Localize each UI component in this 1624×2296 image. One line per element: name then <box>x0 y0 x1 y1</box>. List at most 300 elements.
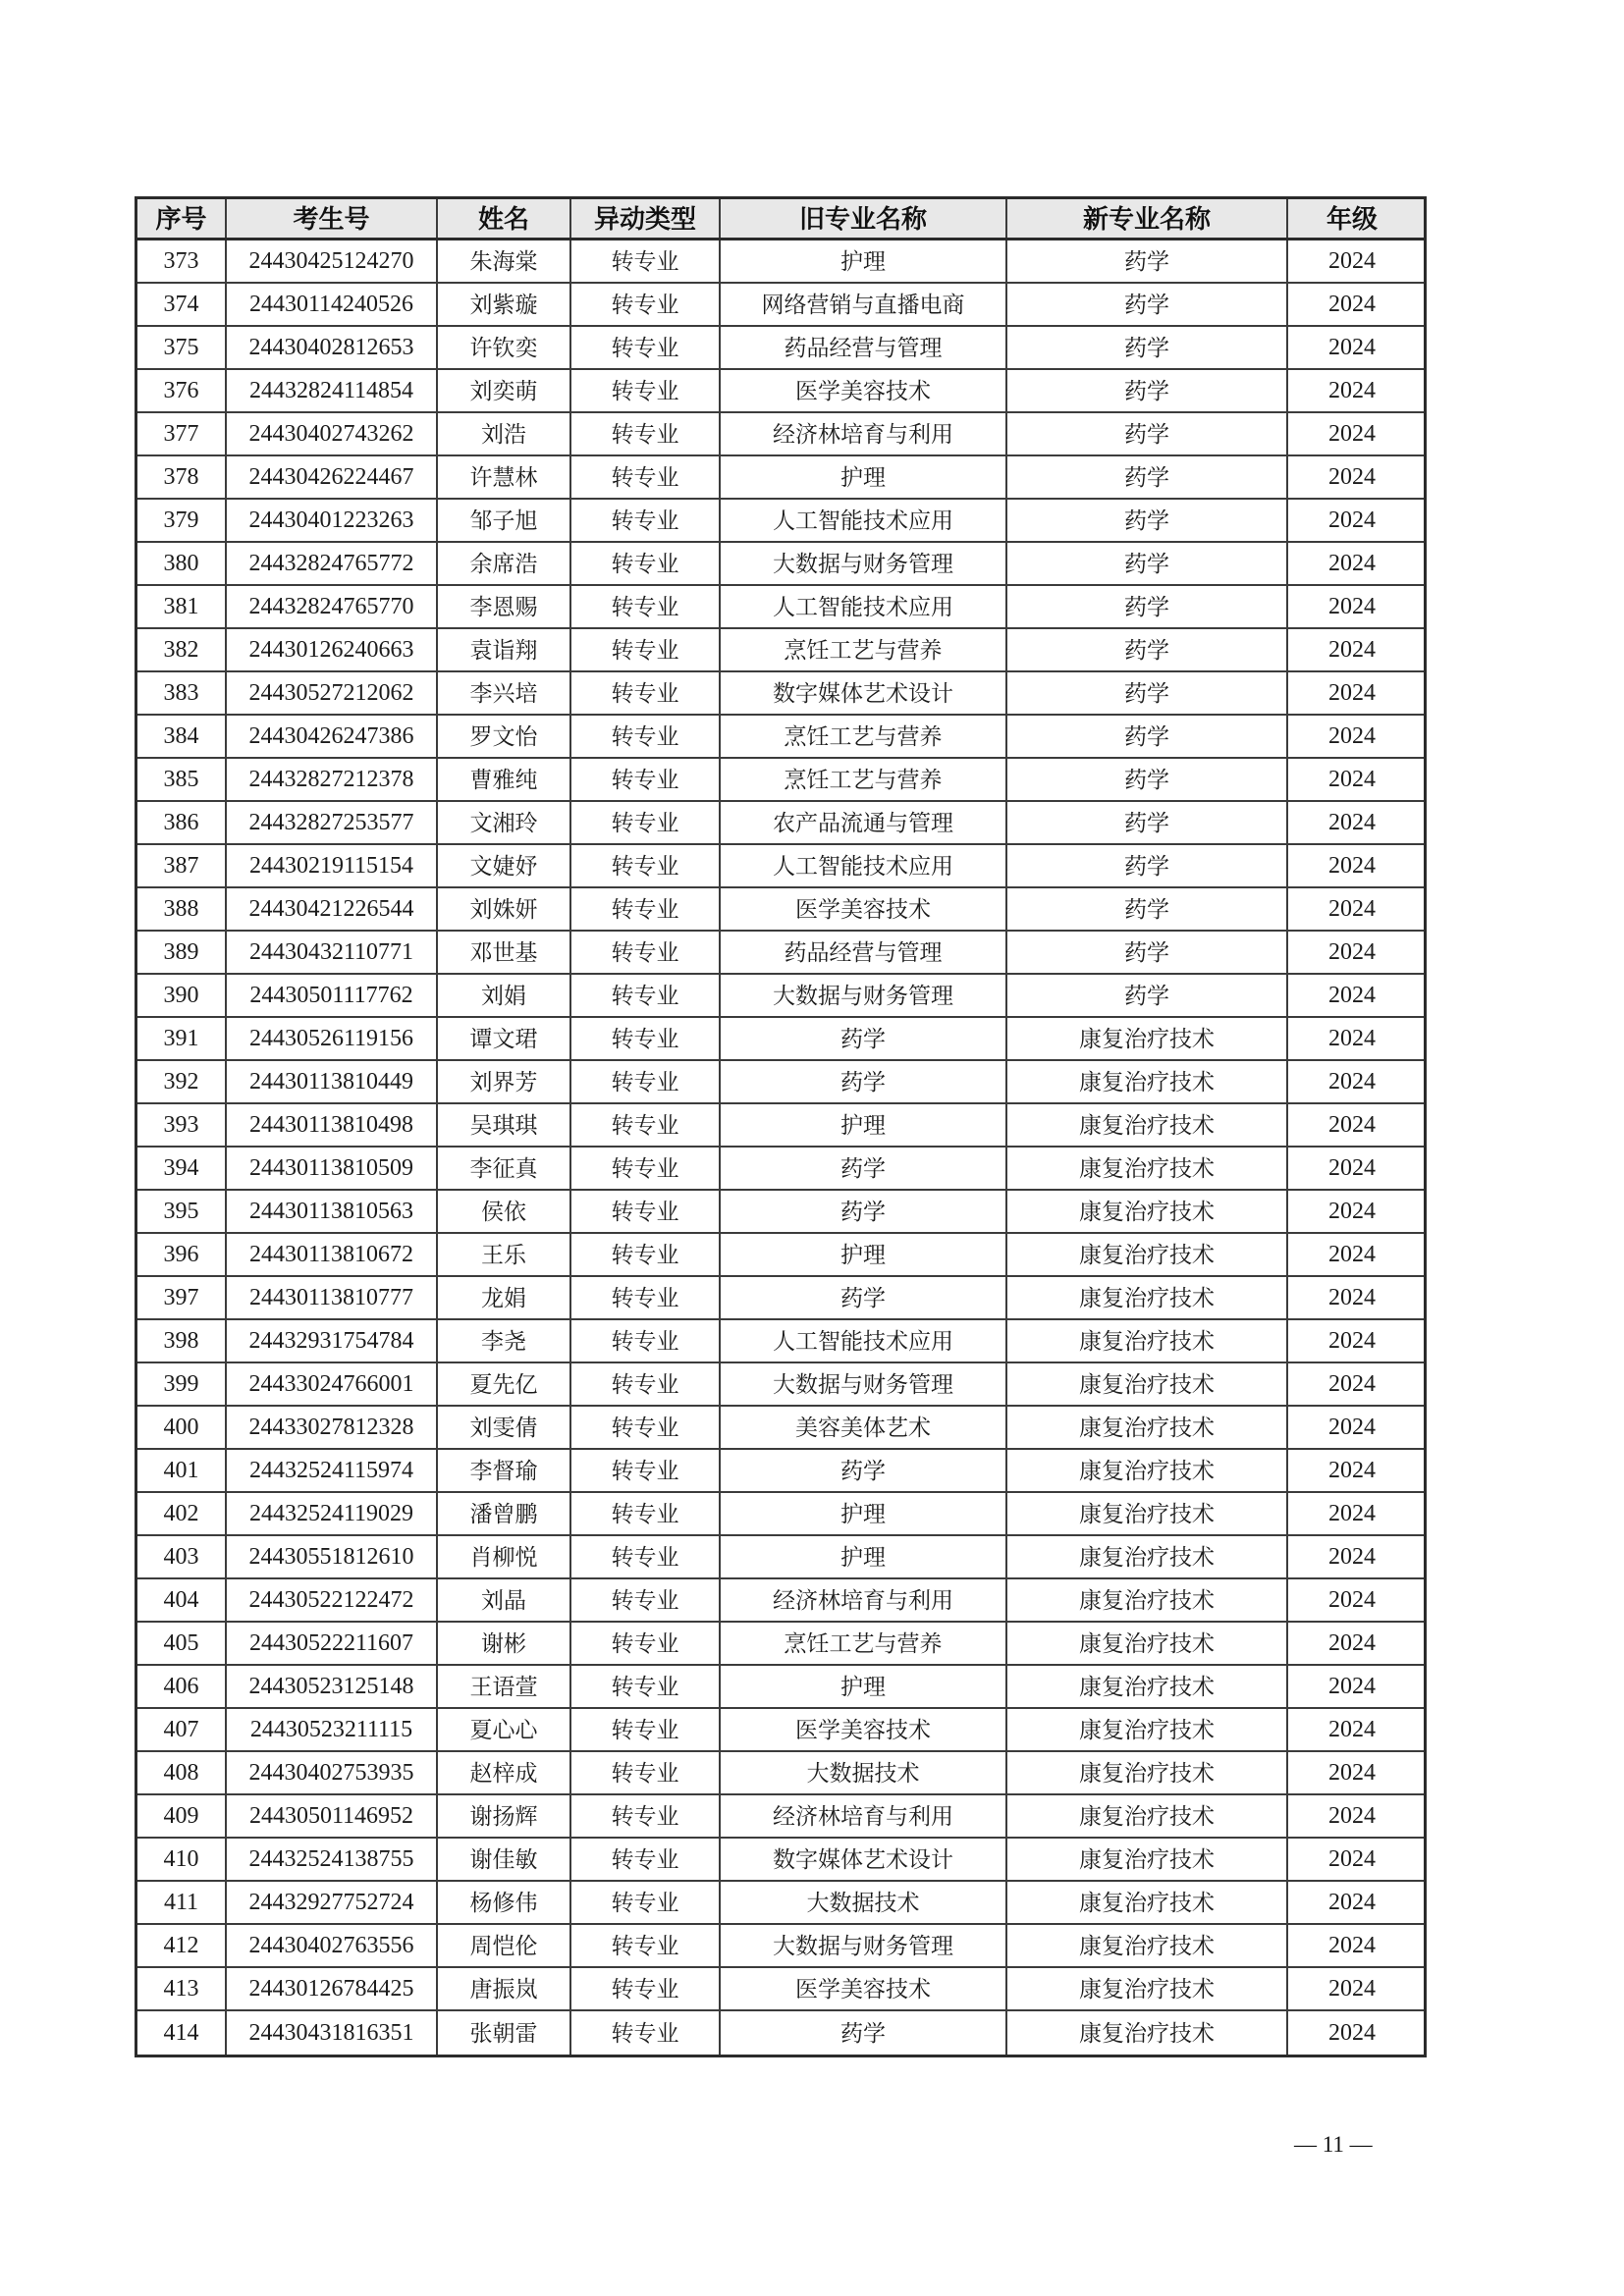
cell-change-type: 转专业 <box>571 1407 721 1448</box>
cell-change-type: 转专业 <box>571 1104 721 1146</box>
table-row <box>137 1666 1424 1709</box>
cell-seq: 383 <box>137 672 227 714</box>
cell-change-type: 转专业 <box>571 1666 721 1707</box>
cell-name: 李兴培 <box>438 672 571 714</box>
cell-old-major: 人工智能技术应用 <box>721 1320 1007 1362</box>
cell-seq: 402 <box>137 1493 227 1534</box>
cell-seq: 380 <box>137 543 227 584</box>
cell-grade: 2024 <box>1328 1630 1376 1656</box>
cell-name: 周恺伦 <box>438 1925 571 1966</box>
cell-grade: 2024 <box>1328 637 1376 663</box>
cell-old-major: 药学 <box>721 1061 1007 1102</box>
cell-name: 谢佳敏 <box>438 1839 571 1880</box>
table-row <box>137 1148 1424 1191</box>
cell-exam-no: 24432524115974 <box>227 1450 438 1491</box>
cell-new-major: 康复治疗技术 <box>1007 1925 1288 1966</box>
cell-old-major: 大数据技术 <box>721 1882 1007 1923</box>
cell-grade: 2024 <box>1328 810 1376 835</box>
cell-new-major: 康复治疗技术 <box>1007 1709 1288 1750</box>
table-row <box>137 802 1424 845</box>
cell-new-major: 康复治疗技术 <box>1007 1795 1288 1837</box>
cell-change-type: 转专业 <box>571 1320 721 1362</box>
cell-old-major: 药学 <box>721 1191 1007 1232</box>
table-row <box>137 240 1424 284</box>
cell-change-type: 转专业 <box>571 2011 721 2055</box>
cell-grade: 2024 <box>1328 767 1376 792</box>
table-row <box>137 716 1424 759</box>
cell-old-major: 网络营销与直播电商 <box>721 284 1007 325</box>
cell-new-major: 康复治疗技术 <box>1007 1407 1288 1448</box>
cell-seq: 399 <box>137 1363 227 1405</box>
cell-grade: 2024 <box>1328 1976 1376 2002</box>
cell-name: 谢彬 <box>438 1623 571 1664</box>
cell-change-type: 转专业 <box>571 932 721 973</box>
cell-grade: 2024 <box>1328 680 1376 706</box>
cell-old-major: 大数据与财务管理 <box>721 543 1007 584</box>
cell-old-major: 经济林培育与利用 <box>721 413 1007 454</box>
cell-change-type: 转专业 <box>571 1709 721 1750</box>
cell-exam-no: 24430126240663 <box>227 629 438 670</box>
cell-seq: 406 <box>137 1666 227 1707</box>
cell-grade: 2024 <box>1328 464 1376 490</box>
cell-old-major: 大数据技术 <box>721 1752 1007 1793</box>
cell-exam-no: 24430522211607 <box>227 1623 438 1664</box>
cell-grade: 2024 <box>1328 507 1376 533</box>
cell-new-major: 康复治疗技术 <box>1007 1493 1288 1534</box>
cell-grade: 2024 <box>1328 939 1376 965</box>
table-row <box>137 1709 1424 1752</box>
table-row <box>137 1882 1424 1925</box>
cell-exam-no: 24430113810509 <box>227 1148 438 1189</box>
cell-seq: 391 <box>137 1018 227 1059</box>
table-row <box>137 1579 1424 1623</box>
cell-seq: 378 <box>137 456 227 498</box>
cell-seq: 374 <box>137 284 227 325</box>
cell-grade: 2024 <box>1328 248 1376 274</box>
cell-change-type: 转专业 <box>571 1968 721 2009</box>
cell-new-major: 康复治疗技术 <box>1007 1061 1288 1102</box>
cell-name: 曹雅纯 <box>438 759 571 800</box>
cell-exam-no: 24430426224467 <box>227 456 438 498</box>
cell-name: 许慧林 <box>438 456 571 498</box>
col-header-old-major: 旧专业名称 <box>721 199 1007 238</box>
cell-name: 夏先亿 <box>438 1363 571 1405</box>
cell-grade: 2024 <box>1328 983 1376 1008</box>
cell-name: 李尧 <box>438 1320 571 1362</box>
cell-new-major: 康复治疗技术 <box>1007 1579 1288 1621</box>
table-header-row <box>137 199 1424 240</box>
cell-seq: 393 <box>137 1104 227 1146</box>
cell-exam-no: 24430527212062 <box>227 672 438 714</box>
table-row <box>137 1493 1424 1536</box>
cell-grade: 2024 <box>1328 1587 1376 1613</box>
cell-old-major: 大数据与财务管理 <box>721 975 1007 1016</box>
cell-exam-no: 24430421226544 <box>227 888 438 930</box>
table-row <box>137 1363 1424 1407</box>
cell-new-major: 药学 <box>1007 759 1288 800</box>
cell-grade: 2024 <box>1328 1803 1376 1829</box>
cell-change-type: 转专业 <box>571 1061 721 1102</box>
cell-seq: 386 <box>137 802 227 843</box>
cell-old-major: 药学 <box>721 2011 1007 2055</box>
cell-new-major: 康复治疗技术 <box>1007 1018 1288 1059</box>
cell-change-type: 转专业 <box>571 1752 721 1793</box>
cell-old-major: 药学 <box>721 1148 1007 1189</box>
cell-exam-no: 24430114240526 <box>227 284 438 325</box>
cell-change-type: 转专业 <box>571 802 721 843</box>
cell-exam-no: 24433024766001 <box>227 1363 438 1405</box>
cell-exam-no: 24430426247386 <box>227 716 438 757</box>
cell-old-major: 美容美体艺术 <box>721 1407 1007 1448</box>
cell-new-major: 康复治疗技术 <box>1007 1234 1288 1275</box>
table-row <box>137 1752 1424 1795</box>
cell-new-major: 药学 <box>1007 370 1288 411</box>
page-number: — 11 — <box>1294 2132 1373 2157</box>
cell-old-major: 农产品流通与管理 <box>721 802 1007 843</box>
cell-new-major: 康复治疗技术 <box>1007 1623 1288 1664</box>
cell-old-major: 护理 <box>721 1536 1007 1577</box>
cell-exam-no: 24430401223263 <box>227 500 438 541</box>
cell-name: 唐振岚 <box>438 1968 571 2009</box>
cell-exam-no: 24432931754784 <box>227 1320 438 1362</box>
cell-exam-no: 24430523125148 <box>227 1666 438 1707</box>
cell-seq: 375 <box>137 327 227 368</box>
col-header-exam-no: 考生号 <box>227 199 438 238</box>
cell-old-major: 烹饪工艺与营养 <box>721 759 1007 800</box>
cell-new-major: 康复治疗技术 <box>1007 1666 1288 1707</box>
cell-seq: 387 <box>137 845 227 886</box>
cell-name: 许钦奕 <box>438 327 571 368</box>
table-row <box>137 1191 1424 1234</box>
cell-name: 谭文珺 <box>438 1018 571 1059</box>
cell-exam-no: 24430432110771 <box>227 932 438 973</box>
cell-change-type: 转专业 <box>571 1839 721 1880</box>
cell-exam-no: 24430113810449 <box>227 1061 438 1102</box>
cell-old-major: 人工智能技术应用 <box>721 500 1007 541</box>
table-row <box>137 456 1424 500</box>
cell-grade: 2024 <box>1328 1544 1376 1570</box>
cell-name: 谢扬辉 <box>438 1795 571 1837</box>
cell-change-type: 转专业 <box>571 1450 721 1491</box>
table-row <box>137 888 1424 932</box>
cell-old-major: 医学美容技术 <box>721 1968 1007 2009</box>
cell-name: 刘紫璇 <box>438 284 571 325</box>
table-row <box>137 500 1424 543</box>
cell-grade: 2024 <box>1328 1112 1376 1138</box>
cell-exam-no: 24430526119156 <box>227 1018 438 1059</box>
cell-old-major: 药学 <box>721 1018 1007 1059</box>
cell-seq: 379 <box>137 500 227 541</box>
table-row <box>137 413 1424 456</box>
cell-new-major: 药学 <box>1007 543 1288 584</box>
table-row <box>137 932 1424 975</box>
cell-change-type: 转专业 <box>571 1882 721 1923</box>
cell-change-type: 转专业 <box>571 1234 721 1275</box>
cell-new-major: 康复治疗技术 <box>1007 1968 1288 2009</box>
table-row <box>137 1018 1424 1061</box>
cell-exam-no: 24430551812610 <box>227 1536 438 1577</box>
cell-seq: 407 <box>137 1709 227 1750</box>
cell-name: 杨修伟 <box>438 1882 571 1923</box>
cell-new-major: 药学 <box>1007 456 1288 498</box>
cell-grade: 2024 <box>1328 1285 1376 1310</box>
cell-old-major: 药品经营与管理 <box>721 327 1007 368</box>
cell-new-major: 康复治疗技术 <box>1007 1104 1288 1146</box>
cell-exam-no: 24432827253577 <box>227 802 438 843</box>
cell-seq: 398 <box>137 1320 227 1362</box>
cell-grade: 2024 <box>1328 335 1376 360</box>
cell-name: 肖柳悦 <box>438 1536 571 1577</box>
col-header-grade: 年级 <box>1326 203 1378 234</box>
table-row <box>137 2011 1424 2055</box>
cell-old-major: 经济林培育与利用 <box>721 1579 1007 1621</box>
cell-new-major: 药学 <box>1007 284 1288 325</box>
cell-seq: 389 <box>137 932 227 973</box>
cell-seq: 401 <box>137 1450 227 1491</box>
cell-exam-no: 24430522122472 <box>227 1579 438 1621</box>
cell-new-major: 药学 <box>1007 240 1288 282</box>
cell-new-major: 康复治疗技术 <box>1007 1277 1288 1318</box>
cell-old-major: 护理 <box>721 240 1007 282</box>
cell-exam-no: 24432827212378 <box>227 759 438 800</box>
table-row <box>137 586 1424 629</box>
table-row <box>137 284 1424 327</box>
cell-grade: 2024 <box>1328 1674 1376 1699</box>
table-row <box>137 672 1424 716</box>
cell-old-major: 数字媒体艺术设计 <box>721 1839 1007 1880</box>
cell-name: 刘晶 <box>438 1579 571 1621</box>
cell-name: 王乐 <box>438 1234 571 1275</box>
cell-old-major: 人工智能技术应用 <box>721 586 1007 627</box>
table-row <box>137 1623 1424 1666</box>
cell-seq: 397 <box>137 1277 227 1318</box>
table-row <box>137 1061 1424 1104</box>
cell-seq: 408 <box>137 1752 227 1793</box>
cell-exam-no: 24432524138755 <box>227 1839 438 1880</box>
cell-seq: 409 <box>137 1795 227 1837</box>
cell-old-major: 护理 <box>721 1666 1007 1707</box>
cell-name: 李恩赐 <box>438 586 571 627</box>
cell-change-type: 转专业 <box>571 1925 721 1966</box>
cell-name: 刘浩 <box>438 413 571 454</box>
cell-name: 邹子旭 <box>438 500 571 541</box>
cell-change-type: 转专业 <box>571 543 721 584</box>
cell-change-type: 转专业 <box>571 586 721 627</box>
cell-grade: 2024 <box>1328 1415 1376 1440</box>
cell-old-major: 药学 <box>721 1277 1007 1318</box>
cell-grade: 2024 <box>1328 1890 1376 1915</box>
cell-name: 刘雯倩 <box>438 1407 571 1448</box>
table-row <box>137 1277 1424 1320</box>
cell-grade: 2024 <box>1328 551 1376 576</box>
cell-seq: 395 <box>137 1191 227 1232</box>
cell-old-major: 烹饪工艺与营养 <box>721 629 1007 670</box>
cell-seq: 381 <box>137 586 227 627</box>
cell-new-major: 康复治疗技术 <box>1007 1320 1288 1362</box>
cell-seq: 405 <box>137 1623 227 1664</box>
cell-old-major: 烹饪工艺与营养 <box>721 716 1007 757</box>
cell-seq: 385 <box>137 759 227 800</box>
cell-seq: 400 <box>137 1407 227 1448</box>
cell-old-major: 护理 <box>721 456 1007 498</box>
cell-old-major: 护理 <box>721 1104 1007 1146</box>
cell-exam-no: 24430219115154 <box>227 845 438 886</box>
col-header-seq: 序号 <box>137 199 227 238</box>
cell-new-major: 药学 <box>1007 845 1288 886</box>
cell-name: 王语萱 <box>438 1666 571 1707</box>
cell-old-major: 大数据与财务管理 <box>721 1363 1007 1405</box>
cell-old-major: 烹饪工艺与营养 <box>721 1623 1007 1664</box>
cell-change-type: 转专业 <box>571 716 721 757</box>
cell-old-major: 医学美容技术 <box>721 1709 1007 1750</box>
cell-exam-no: 24430523211115 <box>227 1709 438 1750</box>
cell-grade: 2024 <box>1328 896 1376 922</box>
cell-new-major: 康复治疗技术 <box>1007 1536 1288 1577</box>
cell-name: 文婕妤 <box>438 845 571 886</box>
table-row <box>137 1968 1424 2011</box>
cell-exam-no: 24432824765772 <box>227 543 438 584</box>
cell-change-type: 转专业 <box>571 1579 721 1621</box>
cell-change-type: 转专业 <box>571 1795 721 1837</box>
cell-name: 余席浩 <box>438 543 571 584</box>
cell-grade: 2024 <box>1328 1328 1376 1354</box>
cell-old-major: 大数据与财务管理 <box>721 1925 1007 1966</box>
cell-grade: 2024 <box>1328 292 1376 317</box>
cell-new-major: 康复治疗技术 <box>1007 1839 1288 1880</box>
cell-old-major: 医学美容技术 <box>721 370 1007 411</box>
col-header-name: 姓名 <box>438 199 571 238</box>
cell-grade: 2024 <box>1328 1026 1376 1051</box>
table-row <box>137 370 1424 413</box>
cell-new-major: 药学 <box>1007 629 1288 670</box>
cell-new-major: 药学 <box>1007 716 1288 757</box>
cell-new-major: 康复治疗技术 <box>1007 1752 1288 1793</box>
cell-change-type: 转专业 <box>571 1363 721 1405</box>
cell-new-major: 药学 <box>1007 672 1288 714</box>
cell-old-major: 药品经营与管理 <box>721 932 1007 973</box>
cell-change-type: 转专业 <box>571 629 721 670</box>
cell-grade: 2024 <box>1328 1199 1376 1224</box>
table-row <box>137 543 1424 586</box>
cell-name: 潘曾鹏 <box>438 1493 571 1534</box>
cell-seq: 382 <box>137 629 227 670</box>
cell-name: 吴琪琪 <box>438 1104 571 1146</box>
cell-change-type: 转专业 <box>571 456 721 498</box>
cell-change-type: 转专业 <box>571 1018 721 1059</box>
cell-grade: 2024 <box>1328 1501 1376 1526</box>
cell-exam-no: 24432824114854 <box>227 370 438 411</box>
cell-seq: 396 <box>137 1234 227 1275</box>
cell-name: 袁诣翔 <box>438 629 571 670</box>
cell-seq: 388 <box>137 888 227 930</box>
cell-change-type: 转专业 <box>571 845 721 886</box>
cell-grade: 2024 <box>1328 1717 1376 1742</box>
cell-old-major: 护理 <box>721 1493 1007 1534</box>
cell-grade: 2024 <box>1328 1760 1376 1786</box>
cell-name: 文湘玲 <box>438 802 571 843</box>
table-row <box>137 1234 1424 1277</box>
cell-seq: 412 <box>137 1925 227 1966</box>
table-row <box>137 1407 1424 1450</box>
cell-new-major: 药学 <box>1007 888 1288 930</box>
table-row <box>137 1925 1424 1968</box>
cell-exam-no: 24430402753935 <box>227 1752 438 1793</box>
table-row <box>137 327 1424 370</box>
cell-name: 罗文怡 <box>438 716 571 757</box>
cell-change-type: 转专业 <box>571 500 721 541</box>
cell-name: 侯依 <box>438 1191 571 1232</box>
cell-old-major: 人工智能技术应用 <box>721 845 1007 886</box>
cell-seq: 411 <box>137 1882 227 1923</box>
cell-seq: 373 <box>137 240 227 282</box>
cell-new-major: 药学 <box>1007 932 1288 973</box>
cell-old-major: 医学美容技术 <box>721 888 1007 930</box>
cell-exam-no: 24430501117762 <box>227 975 438 1016</box>
cell-exam-no: 24430431816351 <box>227 2011 438 2055</box>
cell-seq: 392 <box>137 1061 227 1102</box>
cell-seq: 377 <box>137 413 227 454</box>
table-row <box>137 759 1424 802</box>
cell-grade: 2024 <box>1328 594 1376 619</box>
cell-name: 龙娟 <box>438 1277 571 1318</box>
cell-change-type: 转专业 <box>571 975 721 1016</box>
cell-exam-no: 24433027812328 <box>227 1407 438 1448</box>
table-row <box>137 1104 1424 1148</box>
cell-grade: 2024 <box>1328 1846 1376 1872</box>
cell-name: 李征真 <box>438 1148 571 1189</box>
table-row <box>137 1450 1424 1493</box>
cell-new-major: 药学 <box>1007 802 1288 843</box>
cell-new-major: 康复治疗技术 <box>1007 1450 1288 1491</box>
cell-change-type: 转专业 <box>571 1536 721 1577</box>
cell-exam-no: 24430113810498 <box>227 1104 438 1146</box>
cell-grade: 2024 <box>1328 723 1376 749</box>
cell-change-type: 转专业 <box>571 888 721 930</box>
cell-grade: 2024 <box>1328 853 1376 879</box>
cell-new-major: 康复治疗技术 <box>1007 1191 1288 1232</box>
cell-grade: 2024 <box>1328 1458 1376 1483</box>
cell-change-type: 转专业 <box>571 413 721 454</box>
cell-grade: 2024 <box>1328 1069 1376 1095</box>
cell-exam-no: 24430425124270 <box>227 240 438 282</box>
cell-grade: 2024 <box>1328 1933 1376 1958</box>
cell-old-major: 经济林培育与利用 <box>721 1795 1007 1837</box>
cell-change-type: 转专业 <box>571 672 721 714</box>
cell-exam-no: 24430402812653 <box>227 327 438 368</box>
cell-seq: 376 <box>137 370 227 411</box>
student-major-change-table <box>135 196 1427 2057</box>
cell-change-type: 转专业 <box>571 1493 721 1534</box>
cell-exam-no: 24430113810777 <box>227 1277 438 1318</box>
cell-change-type: 转专业 <box>571 370 721 411</box>
cell-exam-no: 24432927752724 <box>227 1882 438 1923</box>
cell-new-major: 康复治疗技术 <box>1007 1148 1288 1189</box>
cell-old-major: 护理 <box>721 1234 1007 1275</box>
cell-old-major: 数字媒体艺术设计 <box>721 672 1007 714</box>
table-row <box>137 1536 1424 1579</box>
cell-new-major: 药学 <box>1007 327 1288 368</box>
cell-name: 李督瑜 <box>438 1450 571 1491</box>
table-row <box>137 845 1424 888</box>
col-header-new-major: 新专业名称 <box>1007 199 1288 238</box>
cell-new-major: 康复治疗技术 <box>1007 1882 1288 1923</box>
cell-exam-no: 24430113810563 <box>227 1191 438 1232</box>
cell-change-type: 转专业 <box>571 327 721 368</box>
cell-name: 刘奕萌 <box>438 370 571 411</box>
cell-name: 赵梓成 <box>438 1752 571 1793</box>
cell-name: 邓世基 <box>438 932 571 973</box>
cell-seq: 413 <box>137 1968 227 2009</box>
